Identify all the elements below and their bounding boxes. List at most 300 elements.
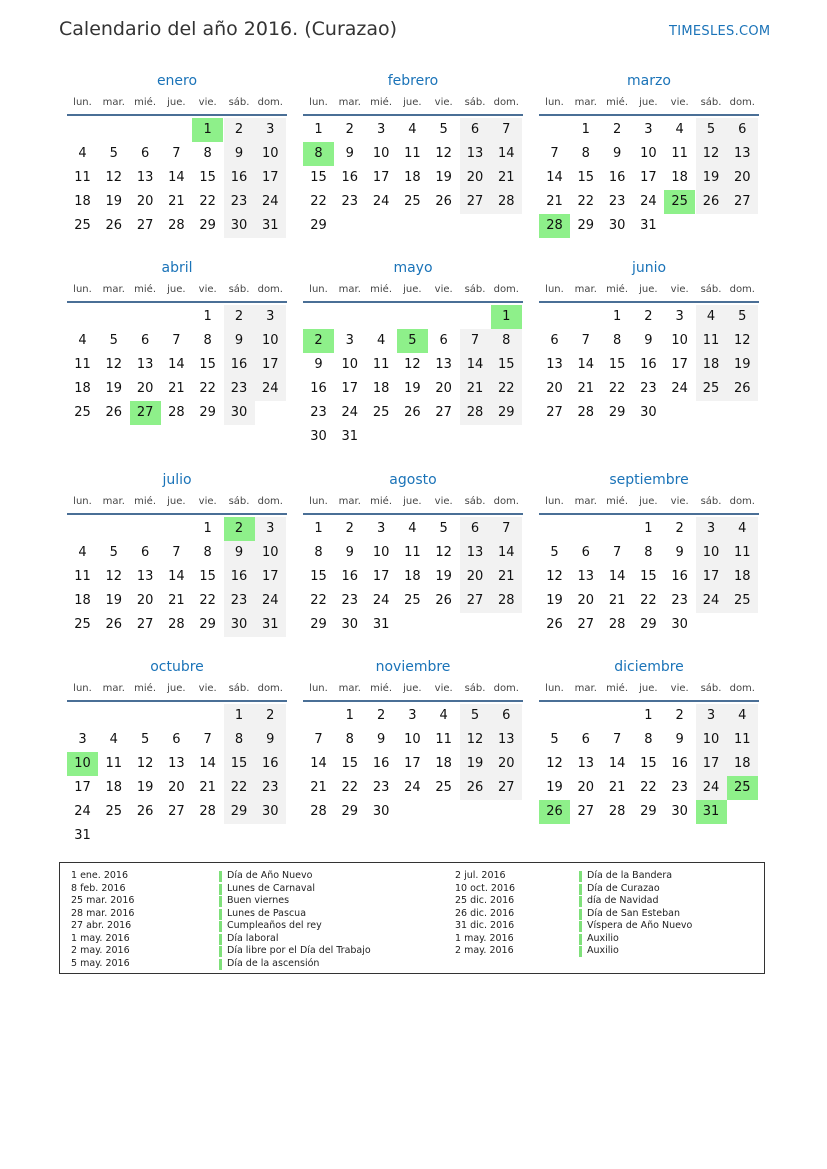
day-cell[interactable]: 13 <box>460 142 491 166</box>
day-cell[interactable]: 6 <box>581 545 590 560</box>
day-cell[interactable]: 24 <box>341 405 359 420</box>
day-cell[interactable]: 15 <box>577 170 595 185</box>
day-cell[interactable]: 22 <box>224 776 255 800</box>
day-cell[interactable]: 10 <box>255 541 286 565</box>
day-cell[interactable]: 17 <box>372 170 390 185</box>
day-cell[interactable]: 17 <box>255 353 286 377</box>
day-cell[interactable]: 15 <box>199 357 216 372</box>
day-cell[interactable]: 13 <box>577 569 595 584</box>
day-cell[interactable]: 9 <box>224 142 255 166</box>
day-cell[interactable]: 8 <box>345 732 354 747</box>
day-cell[interactable]: 1 <box>612 309 622 324</box>
day-cell[interactable]: 10 <box>696 728 727 752</box>
day-cell[interactable]: 13 <box>546 357 563 372</box>
day-cell[interactable]: 9 <box>314 357 323 372</box>
day-cell[interactable]: 25 <box>727 589 758 613</box>
day-cell[interactable]: 26 <box>539 800 570 824</box>
day-cell[interactable]: 31 <box>341 429 359 444</box>
day-cell[interactable]: 11 <box>74 170 91 185</box>
day-cell[interactable]: 2 <box>345 521 354 536</box>
day-cell[interactable]: 1 <box>345 708 354 723</box>
day-cell[interactable]: 19 <box>460 752 491 776</box>
day-cell[interactable]: 28 <box>199 804 216 819</box>
day-cell[interactable]: 26 <box>136 804 154 819</box>
day-cell[interactable]: 11 <box>727 728 758 752</box>
day-cell[interactable]: 4 <box>78 146 87 161</box>
day-cell[interactable]: 31 <box>74 828 91 843</box>
day-cell[interactable]: 5 <box>696 118 727 142</box>
day-cell[interactable]: 30 <box>224 401 255 425</box>
day-cell[interactable]: 25 <box>664 190 695 214</box>
day-cell[interactable]: 26 <box>727 377 758 401</box>
day-cell[interactable]: 12 <box>546 569 563 584</box>
day-cell[interactable]: 20 <box>491 752 522 776</box>
day-cell[interactable]: 4 <box>696 305 727 329</box>
day-cell[interactable]: 4 <box>675 122 684 137</box>
day-cell[interactable]: 10 <box>255 329 286 353</box>
day-cell[interactable]: 29 <box>199 218 216 233</box>
day-cell[interactable]: 5 <box>397 329 428 353</box>
day-cell[interactable]: 17 <box>372 569 390 584</box>
day-cell[interactable]: 13 <box>136 170 154 185</box>
day-cell[interactable]: 24 <box>372 593 390 608</box>
day-cell[interactable]: 22 <box>491 377 522 401</box>
day-cell[interactable]: 5 <box>109 333 118 348</box>
day-cell[interactable]: 27 <box>727 190 758 214</box>
day-cell[interactable]: 18 <box>435 756 452 771</box>
day-cell[interactable]: 25 <box>404 194 421 209</box>
day-cell[interactable]: 14 <box>168 569 185 584</box>
day-cell[interactable]: 18 <box>404 170 421 185</box>
day-cell[interactable]: 24 <box>404 780 421 795</box>
day-cell[interactable]: 5 <box>727 305 758 329</box>
day-cell[interactable]: 12 <box>460 728 491 752</box>
day-cell[interactable]: 11 <box>404 545 421 560</box>
day-cell[interactable]: 25 <box>404 593 421 608</box>
day-cell[interactable]: 18 <box>74 194 91 209</box>
day-cell[interactable]: 11 <box>74 357 91 372</box>
day-cell[interactable]: 22 <box>310 593 327 608</box>
day-cell[interactable]: 10 <box>696 541 727 565</box>
day-cell[interactable]: 19 <box>404 381 421 396</box>
day-cell[interactable]: 24 <box>255 377 286 401</box>
day-cell[interactable]: 30 <box>671 617 688 632</box>
day-cell[interactable]: 13 <box>435 357 452 372</box>
day-cell[interactable]: 24 <box>696 776 727 800</box>
day-cell[interactable]: 2 <box>255 704 286 728</box>
day-cell[interactable]: 2 <box>675 521 684 536</box>
day-cell[interactable]: 1 <box>314 122 323 137</box>
day-cell[interactable]: 5 <box>109 146 118 161</box>
day-cell[interactable]: 30 <box>671 804 688 819</box>
day-cell[interactable]: 16 <box>341 569 359 584</box>
day-cell[interactable]: 16 <box>255 752 286 776</box>
day-cell[interactable]: 15 <box>310 170 327 185</box>
day-cell[interactable]: 5 <box>439 122 448 137</box>
day-cell[interactable]: 15 <box>491 353 522 377</box>
day-cell[interactable]: 10 <box>671 333 688 348</box>
day-cell[interactable]: 11 <box>671 146 688 161</box>
day-cell[interactable]: 26 <box>105 617 123 632</box>
day-cell[interactable]: 29 <box>640 804 657 819</box>
day-cell[interactable]: 30 <box>224 613 255 637</box>
day-cell[interactable]: 23 <box>671 593 688 608</box>
day-cell[interactable]: 1 <box>203 309 212 324</box>
day-cell[interactable]: 4 <box>109 732 118 747</box>
day-cell[interactable]: 23 <box>608 194 626 209</box>
day-cell[interactable]: 30 <box>608 218 626 233</box>
day-cell[interactable]: 20 <box>136 381 154 396</box>
day-cell[interactable]: 22 <box>640 780 657 795</box>
day-cell[interactable]: 2 <box>644 309 653 324</box>
day-cell[interactable]: 12 <box>105 357 123 372</box>
day-cell[interactable]: 30 <box>372 804 390 819</box>
day-cell[interactable]: 23 <box>671 780 688 795</box>
day-cell[interactable]: 27 <box>491 776 522 800</box>
day-cell[interactable]: 24 <box>372 194 390 209</box>
day-cell[interactable]: 22 <box>310 194 327 209</box>
day-cell[interactable]: 20 <box>460 565 491 589</box>
day-cell[interactable]: 21 <box>546 194 563 209</box>
day-cell[interactable]: 29 <box>224 800 255 824</box>
day-cell[interactable]: 21 <box>168 194 185 209</box>
day-cell[interactable]: 29 <box>491 401 522 425</box>
day-cell[interactable]: 1 <box>644 708 653 723</box>
day-cell[interactable]: 14 <box>577 357 595 372</box>
day-cell[interactable]: 29 <box>608 405 626 420</box>
day-cell[interactable]: 21 <box>608 780 626 795</box>
day-cell[interactable]: 15 <box>199 569 216 584</box>
day-cell[interactable]: 5 <box>140 732 150 747</box>
day-cell[interactable]: 21 <box>608 593 626 608</box>
day-cell[interactable]: 3 <box>345 333 354 348</box>
day-cell[interactable]: 26 <box>105 218 123 233</box>
day-cell[interactable]: 24 <box>640 194 657 209</box>
day-cell[interactable]: 3 <box>644 122 653 137</box>
day-cell[interactable]: 16 <box>608 170 626 185</box>
day-cell[interactable]: 24 <box>696 589 727 613</box>
day-cell[interactable]: 17 <box>640 170 657 185</box>
day-cell[interactable]: 6 <box>439 333 448 348</box>
day-cell[interactable]: 30 <box>640 405 657 420</box>
day-cell[interactable]: 3 <box>675 309 684 324</box>
day-cell[interactable]: 9 <box>224 541 255 565</box>
day-cell[interactable]: 28 <box>460 401 491 425</box>
day-cell[interactable]: 8 <box>644 545 653 560</box>
day-cell[interactable]: 5 <box>550 545 559 560</box>
day-cell[interactable]: 11 <box>435 732 452 747</box>
day-cell[interactable]: 23 <box>224 589 255 613</box>
day-cell[interactable]: 7 <box>491 118 522 142</box>
day-cell[interactable]: 17 <box>404 756 421 771</box>
day-cell[interactable]: 8 <box>203 545 212 560</box>
day-cell[interactable]: 21 <box>577 381 595 396</box>
day-cell[interactable]: 18 <box>74 381 91 396</box>
day-cell[interactable]: 1 <box>192 118 223 142</box>
day-cell[interactable]: 28 <box>608 617 626 632</box>
day-cell[interactable]: 19 <box>546 593 563 608</box>
day-cell[interactable]: 23 <box>255 776 286 800</box>
day-cell[interactable]: 31 <box>255 214 286 238</box>
day-cell[interactable]: 23 <box>224 190 255 214</box>
day-cell[interactable]: 9 <box>345 146 354 161</box>
day-cell[interactable]: 7 <box>581 333 590 348</box>
day-cell[interactable]: 14 <box>608 756 626 771</box>
day-cell[interactable]: 26 <box>105 405 123 420</box>
day-cell[interactable]: 9 <box>345 545 354 560</box>
day-cell[interactable]: 18 <box>696 353 727 377</box>
day-cell[interactable]: 23 <box>310 405 327 420</box>
day-cell[interactable]: 3 <box>78 732 87 747</box>
day-cell[interactable]: 15 <box>608 357 626 372</box>
day-cell[interactable]: 15 <box>640 756 657 771</box>
day-cell[interactable]: 16 <box>224 565 255 589</box>
day-cell[interactable]: 31 <box>255 613 286 637</box>
day-cell[interactable]: 2 <box>612 122 622 137</box>
day-cell[interactable]: 1 <box>491 305 522 329</box>
day-cell[interactable]: 29 <box>577 218 595 233</box>
day-cell[interactable]: 7 <box>550 146 559 161</box>
day-cell[interactable]: 6 <box>140 545 150 560</box>
day-cell[interactable]: 27 <box>577 617 595 632</box>
day-cell[interactable]: 12 <box>105 170 123 185</box>
day-cell[interactable]: 2 <box>303 329 334 353</box>
day-cell[interactable]: 13 <box>136 357 154 372</box>
day-cell[interactable]: 5 <box>109 545 118 560</box>
day-cell[interactable]: 27 <box>130 401 161 425</box>
day-cell[interactable]: 9 <box>376 732 386 747</box>
day-cell[interactable]: 6 <box>460 517 491 541</box>
day-cell[interactable]: 18 <box>727 752 758 776</box>
day-cell[interactable]: 3 <box>408 708 417 723</box>
day-cell[interactable]: 4 <box>78 545 87 560</box>
day-cell[interactable]: 26 <box>404 405 421 420</box>
day-cell[interactable]: 2 <box>224 118 255 142</box>
day-cell[interactable]: 1 <box>224 704 255 728</box>
day-cell[interactable]: 24 <box>255 589 286 613</box>
day-cell[interactable]: 25 <box>74 218 91 233</box>
day-cell[interactable]: 7 <box>491 517 522 541</box>
day-cell[interactable]: 29 <box>341 804 359 819</box>
day-cell[interactable]: 12 <box>727 329 758 353</box>
day-cell[interactable]: 4 <box>78 333 87 348</box>
day-cell[interactable]: 18 <box>671 170 688 185</box>
day-cell[interactable]: 14 <box>199 756 216 771</box>
day-cell[interactable]: 19 <box>105 593 123 608</box>
day-cell[interactable]: 3 <box>696 517 727 541</box>
day-cell[interactable]: 20 <box>577 593 595 608</box>
day-cell[interactable]: 15 <box>199 170 216 185</box>
day-cell[interactable]: 8 <box>224 728 255 752</box>
day-cell[interactable]: 27 <box>435 405 452 420</box>
day-cell[interactable]: 6 <box>727 118 758 142</box>
day-cell[interactable]: 11 <box>105 756 123 771</box>
day-cell[interactable]: 19 <box>105 194 123 209</box>
day-cell[interactable]: 28 <box>310 804 327 819</box>
day-cell[interactable]: 1 <box>314 521 323 536</box>
day-cell[interactable]: 30 <box>224 214 255 238</box>
day-cell[interactable]: 25 <box>696 377 727 401</box>
day-cell[interactable]: 23 <box>640 381 657 396</box>
day-cell[interactable]: 25 <box>105 804 123 819</box>
day-cell[interactable]: 20 <box>168 780 185 795</box>
day-cell[interactable]: 12 <box>435 545 452 560</box>
day-cell[interactable]: 10 <box>341 357 359 372</box>
day-cell[interactable]: 22 <box>577 194 595 209</box>
day-cell[interactable]: 3 <box>255 118 286 142</box>
day-cell[interactable]: 12 <box>546 756 563 771</box>
day-cell[interactable]: 27 <box>136 617 154 632</box>
day-cell[interactable]: 11 <box>74 569 91 584</box>
day-cell[interactable]: 6 <box>550 333 559 348</box>
day-cell[interactable]: 8 <box>203 146 212 161</box>
day-cell[interactable]: 20 <box>136 593 154 608</box>
day-cell[interactable]: 28 <box>491 190 522 214</box>
day-cell[interactable]: 1 <box>581 122 590 137</box>
day-cell[interactable]: 15 <box>341 756 359 771</box>
day-cell[interactable]: 22 <box>199 381 216 396</box>
day-cell[interactable]: 2 <box>224 517 255 541</box>
day-cell[interactable]: 14 <box>608 569 626 584</box>
day-cell[interactable]: 16 <box>372 756 390 771</box>
day-cell[interactable]: 19 <box>136 780 154 795</box>
day-cell[interactable]: 14 <box>310 756 327 771</box>
day-cell[interactable]: 15 <box>640 569 657 584</box>
day-cell[interactable]: 28 <box>539 214 570 238</box>
day-cell[interactable]: 11 <box>404 146 421 161</box>
day-cell[interactable]: 16 <box>640 357 657 372</box>
day-cell[interactable]: 14 <box>168 357 185 372</box>
day-cell[interactable]: 15 <box>224 752 255 776</box>
day-cell[interactable]: 22 <box>199 593 216 608</box>
day-cell[interactable]: 2 <box>675 708 684 723</box>
day-cell[interactable]: 16 <box>671 569 688 584</box>
day-cell[interactable]: 17 <box>671 357 688 372</box>
day-cell[interactable]: 17 <box>255 166 286 190</box>
day-cell[interactable]: 29 <box>310 218 327 233</box>
day-cell[interactable]: 21 <box>199 780 216 795</box>
day-cell[interactable]: 19 <box>546 780 563 795</box>
day-cell[interactable]: 23 <box>372 780 390 795</box>
day-cell[interactable]: 26 <box>460 776 491 800</box>
day-cell[interactable]: 29 <box>199 617 216 632</box>
day-cell[interactable]: 21 <box>491 565 522 589</box>
day-cell[interactable]: 25 <box>435 780 452 795</box>
day-cell[interactable]: 14 <box>168 170 185 185</box>
day-cell[interactable]: 27 <box>168 804 185 819</box>
day-cell[interactable]: 3 <box>376 521 386 536</box>
day-cell[interactable]: 3 <box>255 305 286 329</box>
day-cell[interactable]: 17 <box>74 780 91 795</box>
day-cell[interactable]: 7 <box>172 333 181 348</box>
day-cell[interactable]: 29 <box>310 617 327 632</box>
day-cell[interactable]: 4 <box>408 521 417 536</box>
day-cell[interactable]: 13 <box>168 756 185 771</box>
day-cell[interactable]: 25 <box>727 776 758 800</box>
day-cell[interactable]: 26 <box>696 190 727 214</box>
day-cell[interactable]: 11 <box>696 329 727 353</box>
day-cell[interactable]: 6 <box>172 732 181 747</box>
day-cell[interactable]: 27 <box>546 405 563 420</box>
day-cell[interactable]: 24 <box>671 381 688 396</box>
day-cell[interactable]: 18 <box>727 565 758 589</box>
day-cell[interactable]: 5 <box>550 732 559 747</box>
day-cell[interactable]: 5 <box>460 704 491 728</box>
day-cell[interactable]: 7 <box>612 545 622 560</box>
day-cell[interactable]: 28 <box>168 617 185 632</box>
day-cell[interactable]: 10 <box>404 732 421 747</box>
day-cell[interactable]: 16 <box>341 170 359 185</box>
day-cell[interactable]: 10 <box>640 146 657 161</box>
day-cell[interactable]: 10 <box>372 146 390 161</box>
day-cell[interactable]: 26 <box>435 593 452 608</box>
day-cell[interactable]: 3 <box>255 517 286 541</box>
day-cell[interactable]: 15 <box>310 569 327 584</box>
day-cell[interactable]: 20 <box>435 381 452 396</box>
day-cell[interactable]: 7 <box>460 329 491 353</box>
day-cell[interactable]: 6 <box>491 704 522 728</box>
day-cell[interactable]: 4 <box>727 704 758 728</box>
day-cell[interactable]: 8 <box>612 333 622 348</box>
day-cell[interactable]: 26 <box>435 194 452 209</box>
day-cell[interactable]: 17 <box>696 752 727 776</box>
day-cell[interactable]: 31 <box>372 617 390 632</box>
day-cell[interactable]: 27 <box>577 804 595 819</box>
day-cell[interactable]: 9 <box>224 329 255 353</box>
day-cell[interactable]: 20 <box>577 780 595 795</box>
day-cell[interactable]: 27 <box>136 218 154 233</box>
day-cell[interactable]: 27 <box>460 589 491 613</box>
day-cell[interactable]: 3 <box>376 122 386 137</box>
day-cell[interactable]: 21 <box>310 780 327 795</box>
day-cell[interactable]: 26 <box>546 617 563 632</box>
day-cell[interactable]: 1 <box>203 521 212 536</box>
day-cell[interactable]: 12 <box>696 142 727 166</box>
day-cell[interactable]: 21 <box>460 377 491 401</box>
day-cell[interactable]: 9 <box>255 728 286 752</box>
day-cell[interactable]: 25 <box>74 617 91 632</box>
day-cell[interactable]: 16 <box>671 756 688 771</box>
day-cell[interactable]: 18 <box>372 381 390 396</box>
day-cell[interactable]: 2 <box>224 305 255 329</box>
day-cell[interactable]: 19 <box>435 569 452 584</box>
day-cell[interactable]: 3 <box>696 704 727 728</box>
day-cell[interactable]: 18 <box>74 593 91 608</box>
day-cell[interactable]: 19 <box>105 381 123 396</box>
day-cell[interactable]: 27 <box>460 190 491 214</box>
day-cell[interactable]: 8 <box>581 146 590 161</box>
day-cell[interactable]: 13 <box>460 541 491 565</box>
day-cell[interactable]: 9 <box>644 333 653 348</box>
day-cell[interactable]: 2 <box>345 122 354 137</box>
day-cell[interactable]: 13 <box>491 728 522 752</box>
day-cell[interactable]: 20 <box>546 381 563 396</box>
day-cell[interactable]: 12 <box>435 146 452 161</box>
day-cell[interactable]: 17 <box>341 381 359 396</box>
day-cell[interactable]: 4 <box>727 517 758 541</box>
day-cell[interactable]: 30 <box>255 800 286 824</box>
day-cell[interactable]: 8 <box>203 333 212 348</box>
day-cell[interactable]: 13 <box>136 569 154 584</box>
day-cell[interactable]: 6 <box>140 333 150 348</box>
day-cell[interactable]: 31 <box>696 800 727 824</box>
day-cell[interactable]: 20 <box>727 166 758 190</box>
day-cell[interactable]: 10 <box>67 752 98 776</box>
day-cell[interactable]: 6 <box>140 146 150 161</box>
day-cell[interactable]: 20 <box>460 166 491 190</box>
day-cell[interactable]: 14 <box>546 170 563 185</box>
day-cell[interactable]: 9 <box>675 545 684 560</box>
